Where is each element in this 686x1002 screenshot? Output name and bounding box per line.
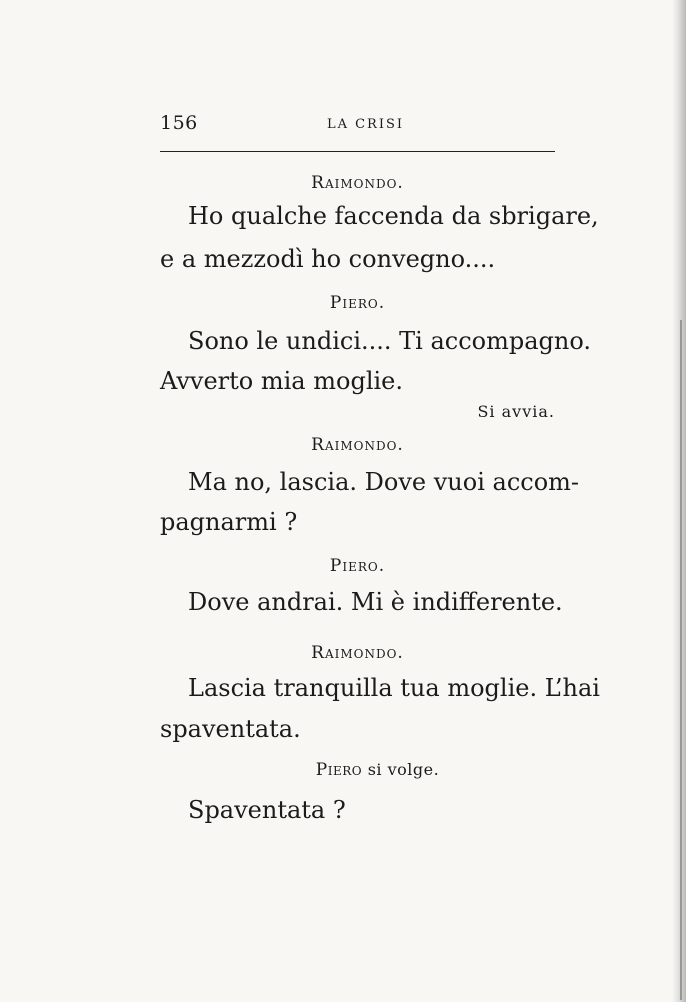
dialogue-line-10: Spaventata ? — [188, 796, 346, 824]
speaker-raimondo-1: Raimondo. — [311, 173, 404, 193]
stage-direction-2 — [160, 760, 555, 780]
dialogue-line-3: Sono le undici.... Ti accompagno. — [188, 327, 592, 355]
stage-direction-1: Si avvia. — [477, 402, 555, 421]
dialogue-line-7: Dove andrai. Mi è indifferente. — [188, 588, 563, 616]
dialogue-line-6: pagnarmi ? — [160, 508, 298, 536]
stage-direction-text: si volge. — [367, 760, 440, 779]
dialogue-line-4: Avverto mia moglie. — [160, 367, 403, 395]
speaker-piero-1: Piero. — [329, 293, 386, 313]
page-edge-line — [680, 320, 682, 1000]
speaker-raimondo-3: Raimondo. — [311, 643, 404, 663]
page-number: 156 — [160, 112, 198, 134]
dialogue-line-9: spaventata. — [160, 715, 301, 743]
header-rule — [160, 151, 555, 152]
running-title: LA CRISI — [326, 117, 405, 132]
speaker-piero-2: Piero. — [329, 556, 386, 576]
page-edge-shadow — [672, 0, 686, 1002]
dialogue-line-1: Ho qualche faccenda da sbrigare, — [188, 202, 599, 230]
stage-speaker-piero: Piero — [315, 760, 363, 780]
dialogue-line-2: e a mezzodì ho convegno.... — [160, 245, 496, 273]
speaker-raimondo-2: Raimondo. — [311, 435, 404, 455]
page-header — [160, 112, 555, 142]
dialogue-line-8: Lascia tranquilla tua moglie. L’hai — [188, 674, 600, 702]
dialogue-line-5: Ma no, lascia. Dove vuoi accom- — [188, 468, 580, 496]
